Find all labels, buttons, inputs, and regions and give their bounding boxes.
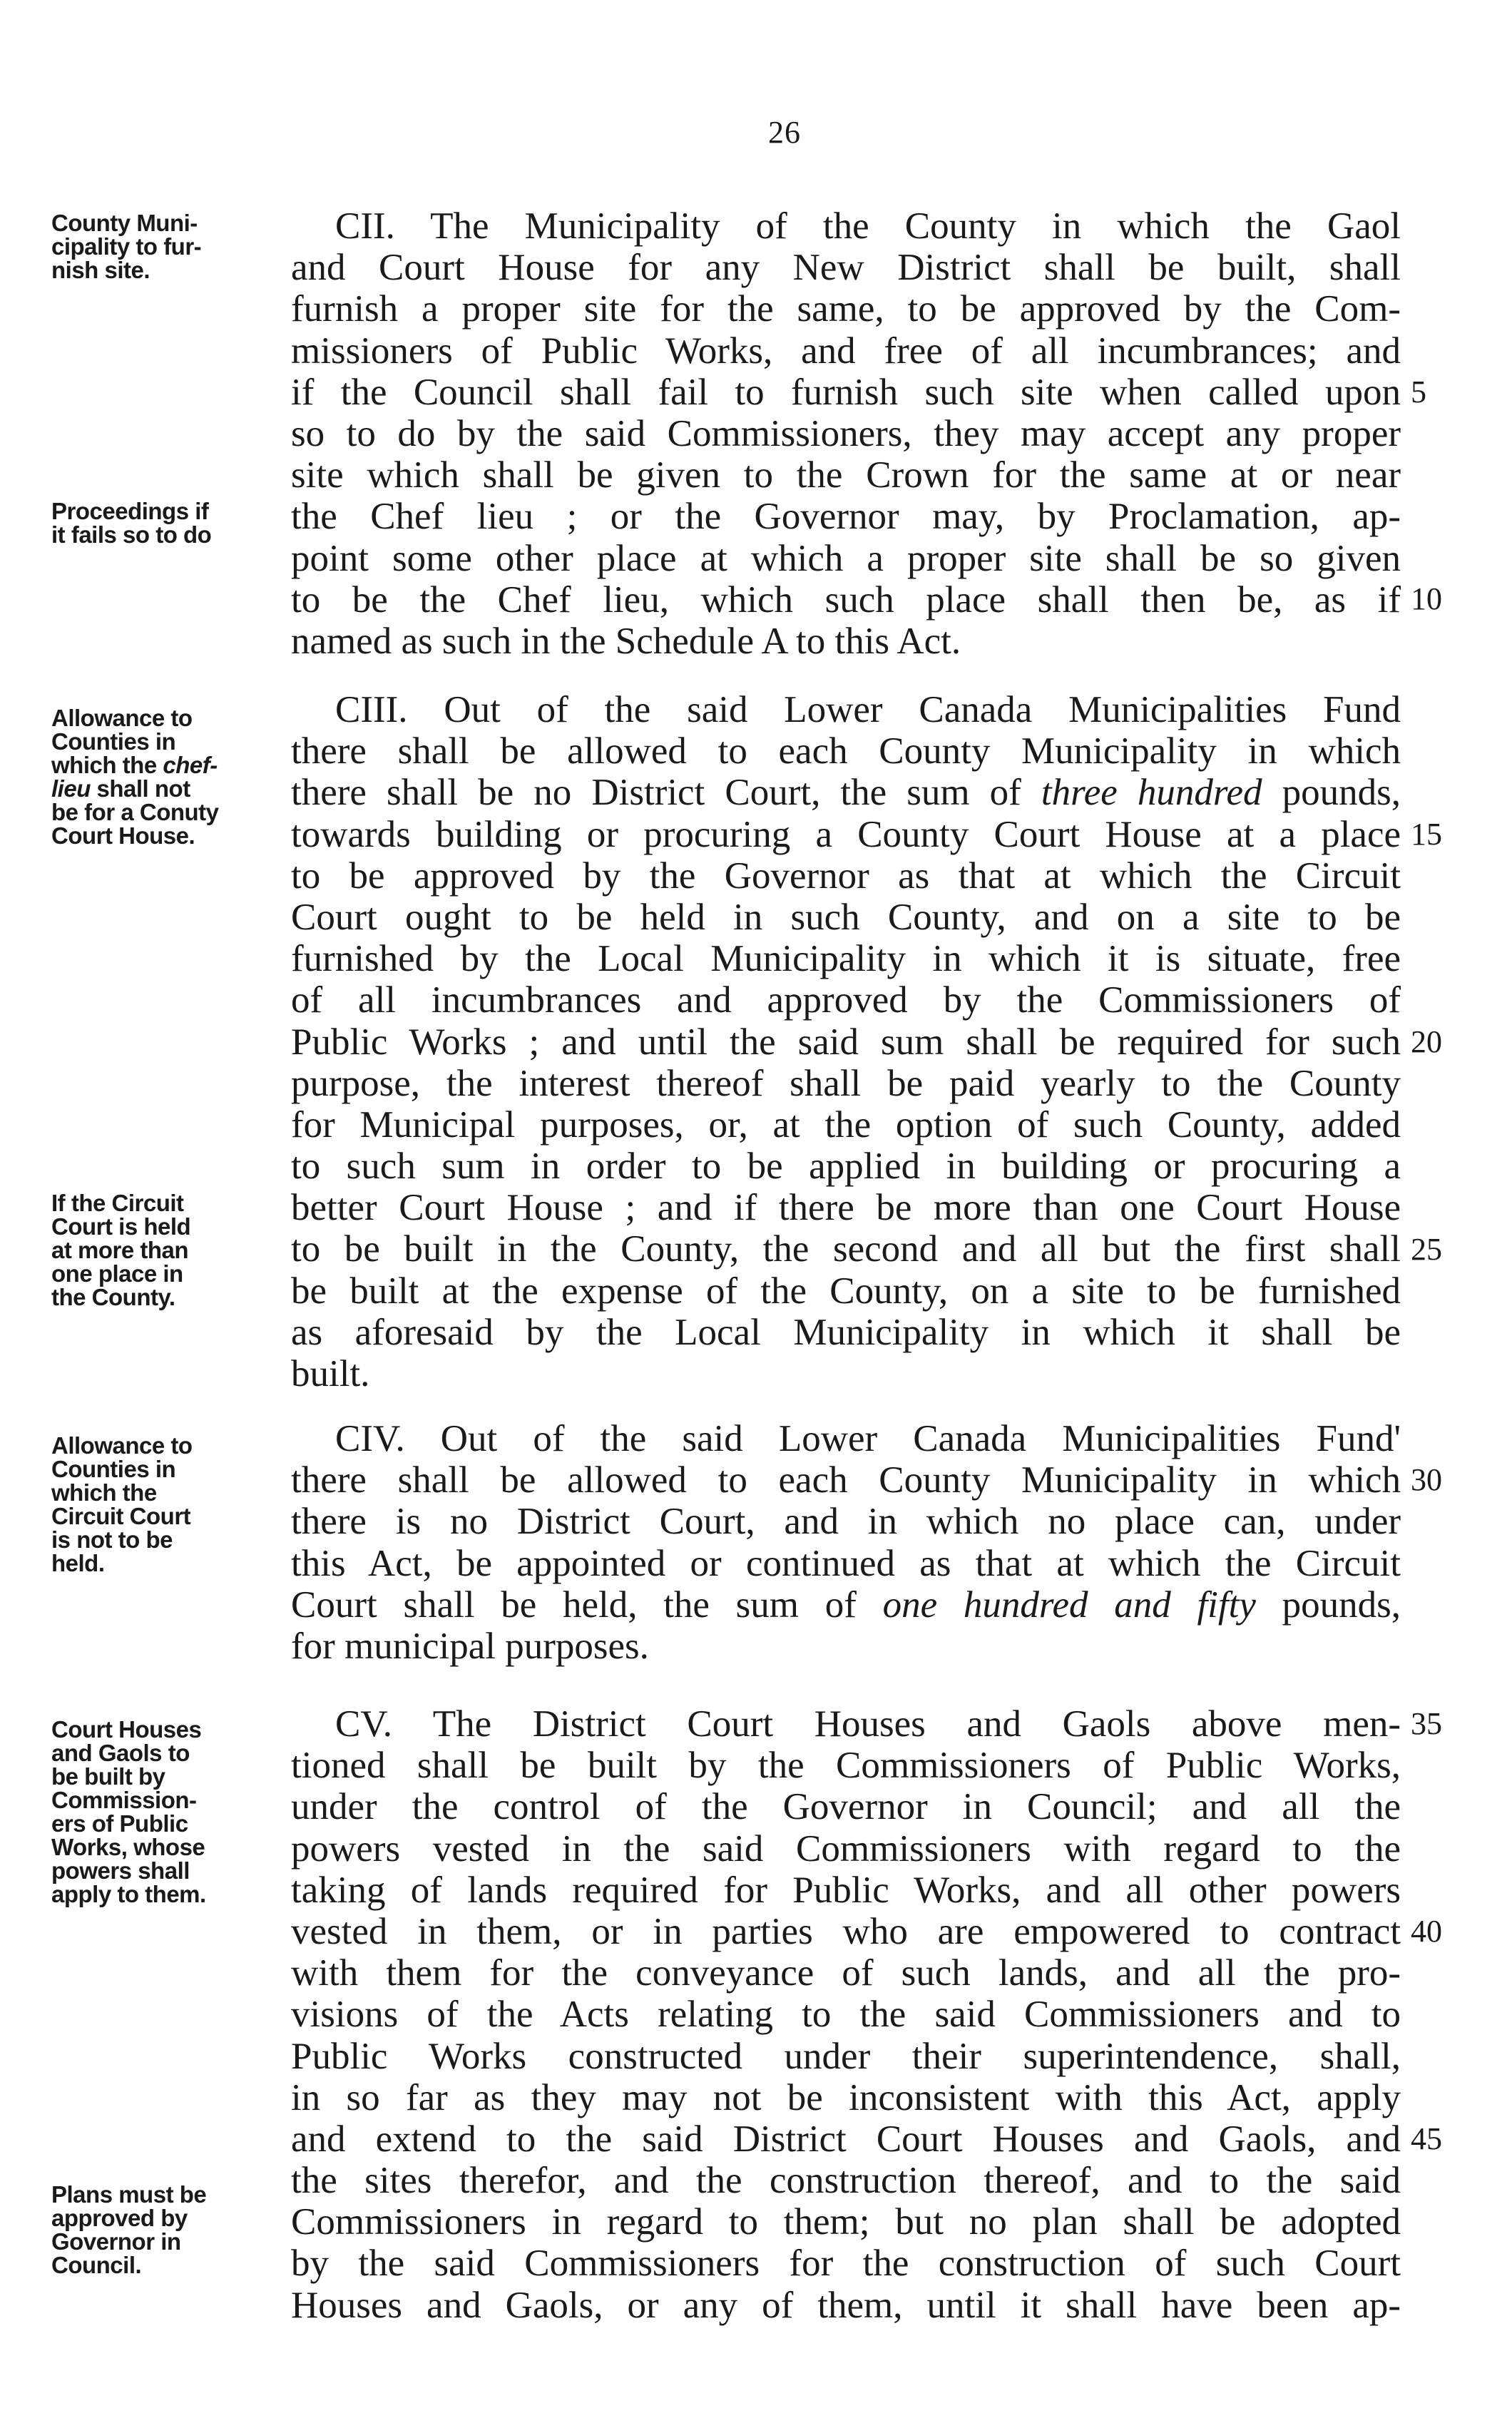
text-line: there shall be no District Court, the sum of three hundred pounds,: [291, 772, 1401, 814]
line-number-35: 35: [1411, 1706, 1442, 1741]
line-number-15: 15: [1411, 817, 1442, 852]
text-line: CV. The District Court Houses and Gaols above men-: [335, 1703, 1401, 1745]
text-line: under the control of the Governor in Council; and all the: [291, 1786, 1401, 1828]
emphasis-chef-lieu: lieu: [51, 775, 91, 802]
text-line: as aforesaid by the Local Municipality in which it shall be: [291, 1311, 1401, 1353]
text-line: towards building or procuring a County Court House at a place: [291, 813, 1401, 855]
margin-note-allowance-chef-lieu: Allowance to Counties in which the chef- lieu shall not be for a Conuty Court House.: [51, 705, 219, 849]
emphasis-amount: one hundred and fifty: [882, 1583, 1256, 1626]
text-line: if the Council shall fail to furnish such site when called upon: [291, 371, 1401, 413]
text-line: CII. The Municipality of the County in which the Gaol: [335, 205, 1401, 247]
line-number-10: 10: [1411, 581, 1442, 616]
text-line: and extend to the said District Court Houses and Gaols, and: [291, 2118, 1401, 2160]
text-line: point some other place at which a proper site shall be so given: [291, 537, 1401, 579]
page-number: 26: [768, 115, 801, 150]
text-line: built.: [291, 1353, 370, 1394]
text-line: by the said Commissioners for the construction of such Court: [291, 2243, 1401, 2285]
section-body-cv: [291, 1703, 1401, 2326]
text-line: tioned shall be built by the Commissioners of Public Works,: [291, 1745, 1401, 1787]
text-line: to such sum in order to be applied in building or procuring a: [291, 1146, 1401, 1188]
text-line: to be built in the County, the second and all but the first shall: [291, 1228, 1401, 1270]
text-line: Court shall be held, the sum of one hundred and fifty pounds,: [291, 1583, 1401, 1626]
line-number-30: 30: [1411, 1462, 1442, 1497]
text-line: site which shall be given to the Crown for the same at or near: [291, 454, 1401, 496]
text-line: missioners of Public Works, and free of all incumbrances; and: [291, 330, 1401, 372]
line-number-40: 40: [1411, 1914, 1442, 1949]
emphasis-amount: three hundred: [1041, 772, 1262, 814]
text-line: powers vested in the said Commissioners with regard to the: [291, 1827, 1401, 1870]
margin-note-proceedings: Proceedings if it fails so to do: [51, 498, 212, 548]
text-line: Houses and Gaols, or any of them, until it shall have been ap-: [291, 2284, 1401, 2326]
text-line: for Municipal purposes, or, at the option of such County, added: [291, 1103, 1401, 1146]
section-body-civ: [291, 1418, 1401, 1667]
margin-note-court-houses: Court Houses and Gaols to be built by Commission- ers of Public Works, whose powers shall apply to them.: [51, 1716, 206, 1907]
text-line: to be the Chef lieu, which such place shall then be, as if: [291, 578, 1401, 621]
text-line: and Court House for any New District shall be built, shall: [291, 247, 1401, 289]
text-line: visions of the Acts relating to the said Commissioners and to: [291, 1994, 1401, 2036]
line-number-20: 20: [1411, 1024, 1442, 1059]
text-line: Public Works ; and until the said sum shall be required for such: [291, 1021, 1401, 1063]
text-line: the sites therefor, and the construction thereof, and to the said: [291, 2160, 1401, 2202]
section-body-cii: [291, 205, 1401, 662]
text-line: furnished by the Local Municipality in which it is situate, free: [291, 938, 1401, 980]
text-line: with them for the conveyance of such lands, and all the pro-: [291, 1952, 1401, 1994]
text-line: be built at the expense of the County, on a site to be furnished: [291, 1270, 1401, 1312]
text-line: there is no District Court, and in which no place can, under: [291, 1501, 1401, 1543]
text-line: Court ought to be held in such County, and on a site to be: [291, 896, 1401, 938]
text-line: purpose, the interest thereof shall be paid yearly to the County: [291, 1062, 1401, 1104]
text-line: for municipal purposes.: [291, 1625, 649, 1667]
text-line: named as such in the Schedule A to this Act.: [291, 620, 961, 662]
text-line: to be approved by the Governor as that at which the Circuit: [291, 855, 1401, 897]
text-line: CIII. Out of the said Lower Canada Municipalities Fund: [335, 689, 1401, 730]
text-line: this Act, be appointed or continued as that at which the Circuit: [291, 1542, 1401, 1584]
line-number-5: 5: [1411, 374, 1426, 409]
margin-note-plans: Plans must be approved by Governor in Council.: [51, 2181, 207, 2278]
text-line: better Court House ; and if there be more than one Court House: [291, 1187, 1401, 1229]
section-body-ciii: [291, 689, 1401, 1394]
text-line: in so far as they may not be inconsistent with this Act, apply: [291, 2076, 1401, 2118]
emphasis-chef-lieu: chef-: [163, 752, 218, 778]
text-line: there shall be allowed to each County Municipality in which: [291, 730, 1401, 772]
margin-note-county-municipality: County Muni- cipality to fur- nish site.: [51, 210, 202, 283]
text-line: Public Works constructed under their superintendence, shall,: [291, 2035, 1401, 2077]
text-line: taking of lands required for Public Works, and all other powers: [291, 1869, 1401, 1911]
text-line: so to do by the said Commissioners, they may accept any proper: [291, 412, 1401, 454]
text-line: Commissioners in regard to them; but no plan shall be adopted: [291, 2201, 1401, 2243]
text-line: furnish a proper site for the same, to be approved by the Com-: [291, 288, 1401, 330]
text-line: there shall be allowed to each County Municipality in which: [291, 1459, 1401, 1501]
text-line: of all incumbrances and approved by the Commissioners of: [291, 979, 1401, 1021]
margin-note-circuit-court: If the Circuit Court is held at more than one place in the County.: [51, 1190, 191, 1310]
text-line: vested in them, or in parties who are empowered to contract: [291, 1910, 1401, 1952]
line-number-25: 25: [1411, 1232, 1442, 1267]
text-line: CIV. Out of the said Lower Canada Municipalities Fund': [335, 1418, 1401, 1459]
text-line: the Chef lieu ; or the Governor may, by Proclamation, ap-: [291, 496, 1401, 538]
margin-note-allowance-circuit-court: Allowance to Counties in which the Circuit Court is not to be held.: [51, 1432, 193, 1576]
line-number-45: 45: [1411, 2121, 1442, 2156]
